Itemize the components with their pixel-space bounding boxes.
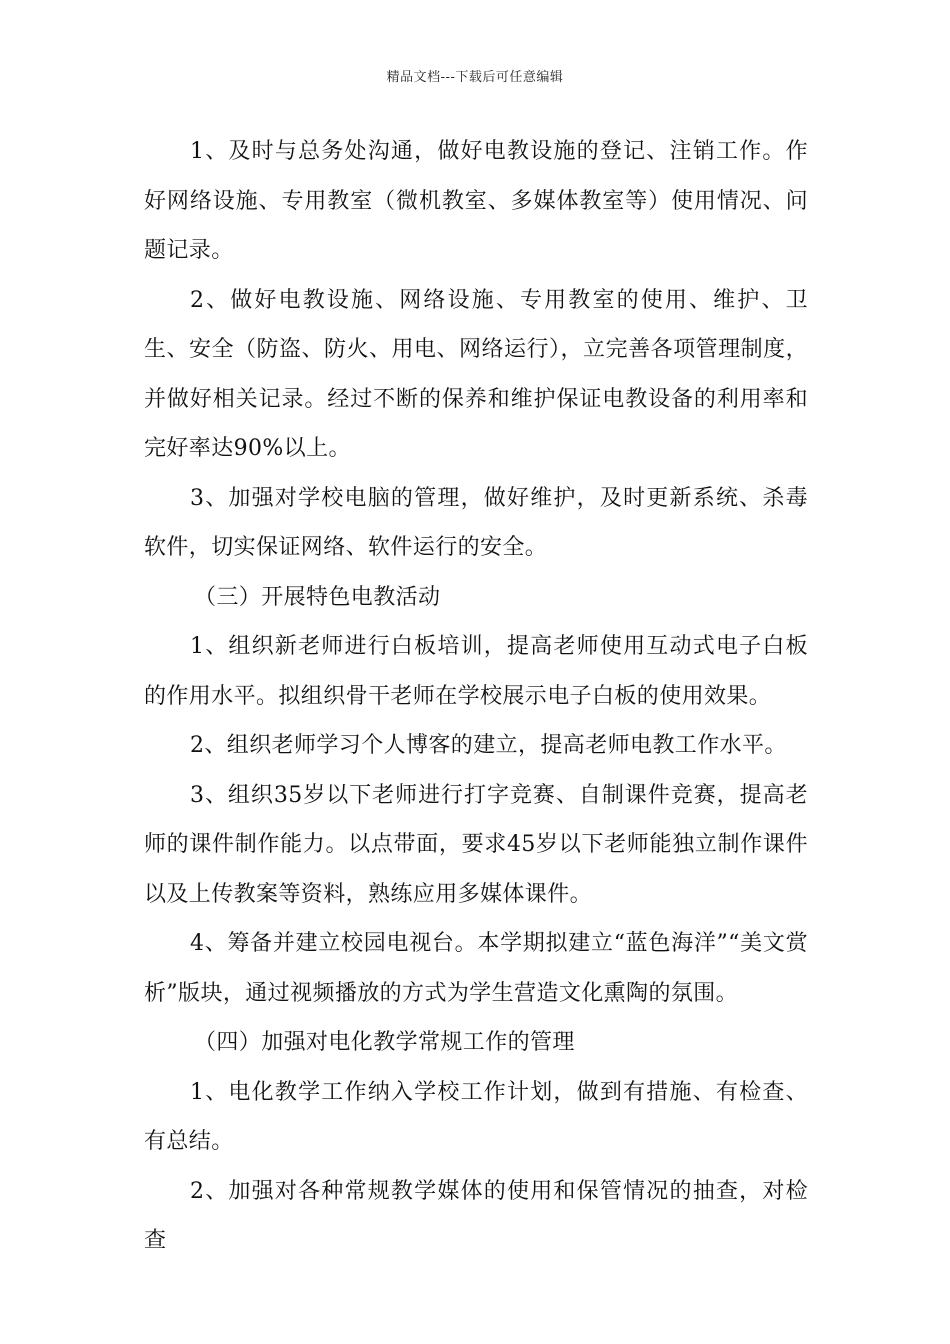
section-heading-4: （四）加强对电化教学常规工作的管理	[194, 1030, 575, 1055]
paragraph-work-plan: 1、电化教学工作纳入学校工作计划，做到有措施、有检查、有总结。	[144, 1079, 808, 1154]
document-body	[144, 127, 808, 1266]
paragraph-media-inspection: 2、加强对各种常规教学媒体的使用和保管情况的抽查，对检查	[144, 1178, 808, 1253]
page-header: 精品文档---下载后可任意编辑	[386, 70, 564, 85]
paragraph-whiteboard-training: 1、组织新老师进行白板培训，提高老师使用互动式电子白板的作用水平。拟组织骨干老师在学校展示电子白板的使用效果。	[144, 634, 808, 709]
paragraph-blog-learning: 2、组织老师学习个人博客的建立，提高老师电教工作水平。	[190, 733, 787, 758]
paragraph-typing-contest: 3、组织35岁以下老师进行打字竞赛、自制课件竞赛，提高老师的课件制作能力。以点带面，要求45岁以下老师能独立制作课件以及上传教案等资料，熟练应用多媒体课件。	[144, 782, 808, 907]
paragraph-computer-management: 3、加强对学校电脑的管理，做好维护，及时更新系统、杀毒软件，切实保证网络、软件运行的安全。	[144, 485, 808, 560]
paragraph-equipment-maintenance: 2、做好电教设施、网络设施、专用教室的使用、维护、卫生、安全（防盗、防火、用电、网络运行），立完善各项管理制度，并做好相关记录。经过不断的保养和维护保证电教设备的利用率和完好率达90%以上。	[144, 287, 808, 461]
paragraph-campus-tv: 4、筹备并建立校园电视台。本学期拟建立“蓝色海洋”“美文赏析”版块，通过视频播放的方式为学生营造文化熏陶的氛围。	[144, 931, 808, 1006]
section-heading-3: （三）开展特色电教活动	[194, 584, 441, 610]
paragraph-equipment-registration: 1、及时与总务处沟通，做好电教设施的登记、注销工作。作好网络设施、专用教室（微机教室、多媒体教室等）使用情况、问题记录。	[144, 139, 808, 263]
